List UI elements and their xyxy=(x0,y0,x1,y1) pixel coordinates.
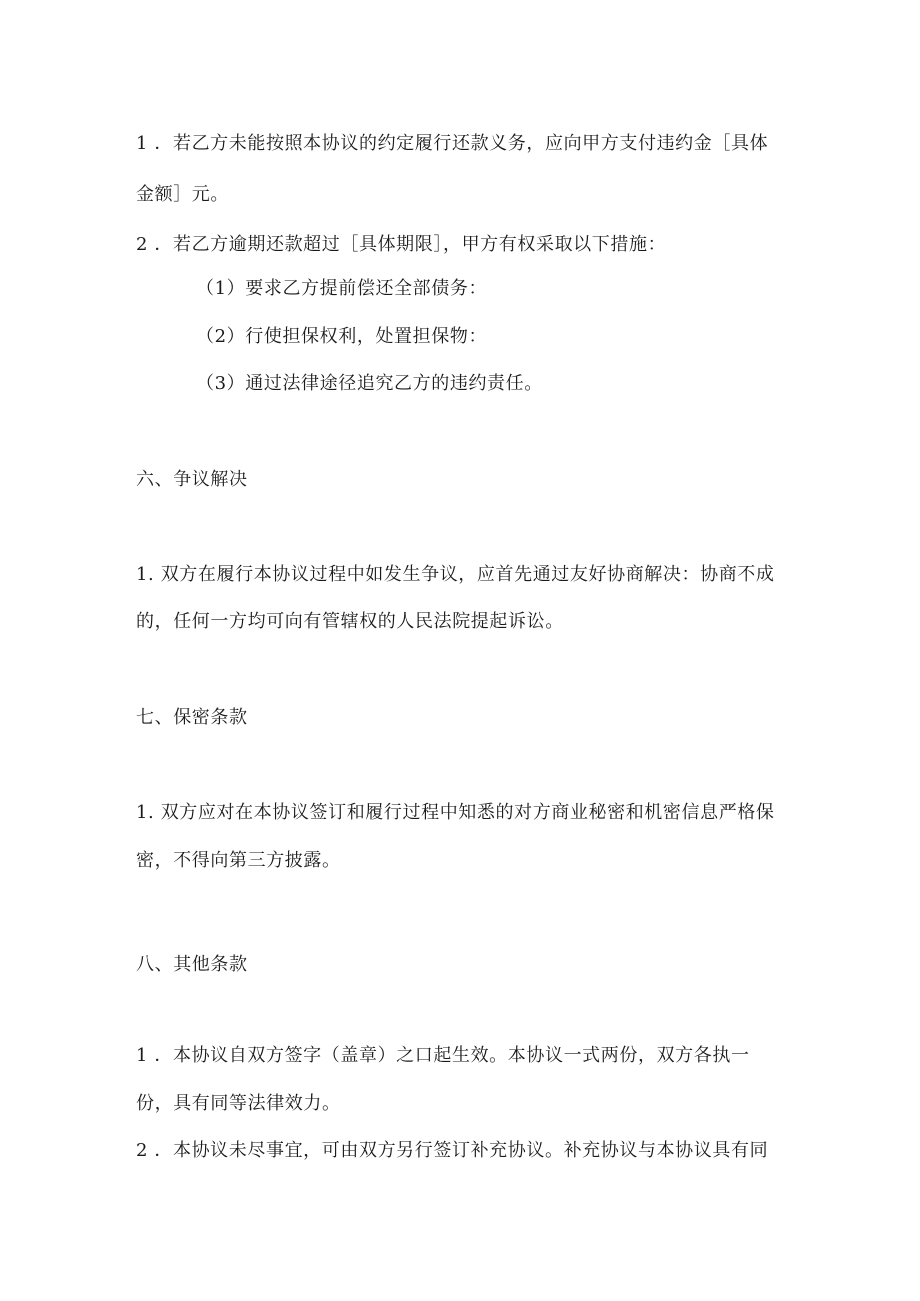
clause-5-1-line-2: 金额］元。 xyxy=(136,184,229,205)
clause-8-1-line-1: 1 ．本协议自双方签字（盖章）之口起生效。本协议一式两份，双方各执一 xyxy=(136,1045,750,1066)
clause-5-1-line-1: 1 ．若乙方未能按照本协议的约定履行还款义务，应向甲方支付违约金［具体 xyxy=(136,133,769,154)
section-6-heading: 六、争议解决 xyxy=(136,469,248,490)
clause-6-1-line-2: 的，任何一方均可向有管辖权的人民法院提起诉讼。 xyxy=(136,611,564,632)
clause-7-1-line-2: 密，不得向第三方披露。 xyxy=(136,850,341,871)
clause-5-2-sub-1: （1）要求乙方提前偿还全部债务： xyxy=(196,278,488,299)
clause-8-1-line-2: 份，具有同等法律效力。 xyxy=(136,1093,341,1114)
clause-6-1-line-1: 1. 双方在履行本协议过程中如发生争议，应首先通过友好协商解决：协商不成 xyxy=(136,564,775,585)
clause-5-2-sub-3: （3）通过法律途径追究乙方的违约责任。 xyxy=(196,373,543,394)
clause-5-2: 2 ．若乙方逾期还款超过［具体期限］，甲方有权采取以下措施： xyxy=(136,234,667,255)
section-7-heading: 七、保密条款 xyxy=(136,707,248,728)
clause-7-1-line-1: 1. 双方应对在本协议签订和履行过程中知悉的对方商业秘密和机密信息严格保 xyxy=(136,802,775,823)
clause-8-2-line-1: 2 ．本协议未尽事宜，可由双方另行签订补充协议。补充协议与本协议具有同 xyxy=(136,1140,769,1161)
clause-5-2-sub-2: （2）行使担保权利，处置担保物： xyxy=(196,326,488,347)
section-8-heading: 八、其他条款 xyxy=(136,954,248,975)
